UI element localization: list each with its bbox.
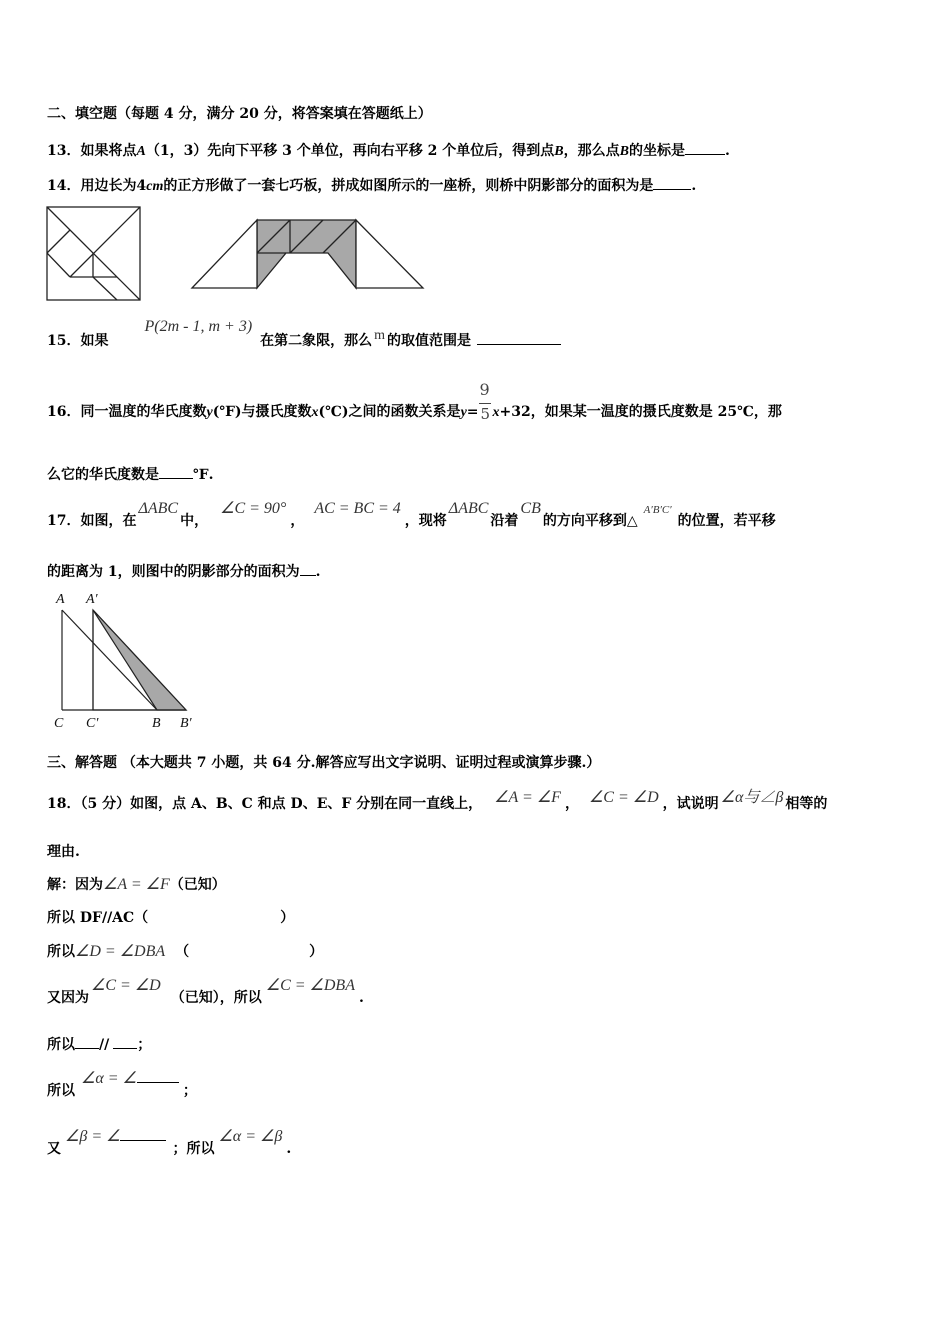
q17-text: 沿着 <box>490 513 519 529</box>
q13-text: 如果将点 <box>80 143 137 159</box>
q17-label-b-prime: B′ <box>180 716 192 731</box>
q18-step1-math: ∠A = ∠F <box>103 876 170 893</box>
q13-answer-blank[interactable] <box>685 154 725 155</box>
q16-text: 同一温度的华氏度数 <box>80 404 207 420</box>
q18-text: ； <box>137 1037 152 1053</box>
q13-point-a: A <box>136 144 146 159</box>
q17-triangle: ΔABC <box>448 500 489 517</box>
q14-text: 的正方形做了一套七巧板，拼成如图所示的一座桥，则桥中阴影部分的面积为是 <box>163 178 654 194</box>
q18-text: 又因为 <box>47 990 89 1006</box>
q18-text: 所以 <box>47 944 75 960</box>
q18-step-5 <box>47 1034 151 1054</box>
q18-text: 所以 DF//AC（ <box>47 910 149 926</box>
q15-text: 如果 <box>80 333 109 349</box>
q18-text: . <box>358 990 364 1006</box>
q18-step7-blank[interactable] <box>120 1140 166 1141</box>
q18-number: 18． <box>47 796 81 812</box>
q14-unit: cm <box>146 179 164 194</box>
q13-text: 的坐标是 <box>628 143 685 159</box>
q16-equals: = <box>466 404 479 420</box>
q17-number: 17． <box>47 513 81 529</box>
q17-sides: AC = BC = 4 <box>314 500 401 517</box>
q17-label-a: A <box>56 592 65 607</box>
q17-label-c-prime: C′ <box>86 716 99 731</box>
q15-number: 15． <box>47 333 81 349</box>
q17-text: 的距离为 1，则图中的阴影部分的面积为 <box>47 564 300 580</box>
q17-direction: CB <box>520 500 541 517</box>
q17-label-c: C <box>54 716 64 731</box>
q18-text: 所以 <box>47 1037 75 1053</box>
q16-text: 么它的华氏度数是 <box>47 467 159 483</box>
question-13 <box>47 140 730 160</box>
q17-text: ， <box>290 513 305 529</box>
question-17-cont <box>47 561 321 581</box>
q18-step-6 <box>47 1070 197 1100</box>
q17-triangle: ΔABC <box>138 500 179 517</box>
q16-denominator: 5 <box>480 405 491 423</box>
q16-numerator: 9 <box>479 380 490 399</box>
q18-step4-math-2: ∠C = ∠DBA <box>265 977 355 994</box>
q18-step5-blank-2[interactable] <box>113 1048 137 1049</box>
q16-answer-blank[interactable] <box>159 478 193 479</box>
q18-text: 又 <box>47 1141 61 1157</box>
q18-text: ，试说明 <box>662 796 719 812</box>
q13-point-b: B <box>619 144 629 159</box>
q13-text: ，那么点 <box>563 143 620 159</box>
question-14 <box>47 175 696 195</box>
q17-text: 的位置，若平移 <box>677 513 776 529</box>
q14-length: 4 <box>136 178 147 194</box>
q14-number: 14． <box>47 178 81 194</box>
q13-number: 13． <box>47 143 81 159</box>
q17-text: . <box>315 564 321 580</box>
question-17 <box>47 500 776 530</box>
q17-text: 如图，在 <box>80 513 137 529</box>
q18-target: ∠α与∠β <box>720 789 784 806</box>
q18-text: （已知） <box>169 877 226 893</box>
q18-condition-1: ∠A = ∠F <box>494 789 561 806</box>
question-16 <box>47 380 782 423</box>
question-15 <box>47 318 561 350</box>
q18-text: // <box>99 1037 110 1053</box>
q17-angle: ∠C = 90° <box>220 500 287 517</box>
q18-text: 相等的 <box>785 796 828 812</box>
q18-step7-math: ∠β = ∠ <box>65 1128 121 1145</box>
q15-text: 在第二象限，那么 <box>260 333 373 349</box>
question-16-cont <box>47 464 213 484</box>
q18-step6-math: ∠α = ∠ <box>81 1070 137 1087</box>
q18-step4-math: ∠C = ∠D <box>91 977 161 994</box>
q16-var-y: y <box>206 405 213 420</box>
q18-step-4 <box>47 977 364 1007</box>
q13-text: . <box>724 143 730 159</box>
q18-text: ） <box>309 944 324 960</box>
q18-condition-2: ∠C = ∠D <box>588 789 659 806</box>
q14-text: 用边长为 <box>80 178 137 194</box>
q18-step3-math: ∠D = ∠DBA <box>75 943 166 960</box>
q14-text: . <box>691 178 697 194</box>
q16-text: (℉)与摄氏度数 <box>212 404 312 420</box>
q18-step-3 <box>47 941 323 961</box>
q18-text: ） <box>280 910 295 926</box>
q16-number: 16． <box>47 404 81 420</box>
q17-text: 中， <box>180 513 209 529</box>
q13-text: （1，3）先向下平移 3 个单位，再向右平移 2 个单位后，得到点 <box>145 143 555 159</box>
section-2-title: 二、填空题（每题 4 分，满分 20 分，将答案填在答题纸上） <box>47 106 432 122</box>
q18-step7-math-2: ∠α = ∠β <box>218 1128 283 1145</box>
q17-text: ，现将 <box>404 513 447 529</box>
tangram-square-figure <box>46 206 142 302</box>
q16-var-y: y <box>460 405 467 420</box>
q16-text: (℃)之间的函数关系是 <box>318 404 461 420</box>
q16-var-x: x <box>492 405 500 420</box>
q18-text: （ <box>175 944 190 960</box>
q18-text: ；所以 <box>172 1141 215 1157</box>
q18-text: ， <box>564 796 579 812</box>
q18-text: 解：因为 <box>47 877 103 893</box>
question-18 <box>47 790 827 813</box>
q14-answer-blank[interactable] <box>653 189 691 190</box>
q17-label-b: B <box>152 716 161 731</box>
q15-answer-blank[interactable] <box>477 344 561 345</box>
q15-text: 的取值范围是 <box>387 333 472 349</box>
q18-text: 所以 <box>47 1083 75 1099</box>
q18-step6-blank[interactable] <box>137 1082 179 1083</box>
q16-text: +32，如果某一温度的摄氏度数是 25℃，那 <box>499 404 782 420</box>
q13-point-b: B <box>554 144 564 159</box>
q18-step-7 <box>47 1128 292 1158</box>
q17-label-a-prime: A′ <box>86 592 98 607</box>
q16-text: ℉. <box>193 467 214 483</box>
q17-triangle-prime: A′B′C′ <box>643 504 672 516</box>
q17-answer-blank[interactable] <box>300 575 316 576</box>
q16-var-x: x <box>311 405 319 420</box>
q15-variable: m <box>374 328 386 343</box>
q18-step5-blank-1[interactable] <box>75 1048 99 1049</box>
section-3-title: 三、解答题 （本大题共 7 小题，共 64 分.解答应写出文字说明、证明过程或演算步骤.） <box>47 755 601 771</box>
q18-text: ； <box>182 1083 197 1099</box>
q17-text: 的方向平移到△ <box>542 513 638 529</box>
q18-text: . <box>286 1141 292 1157</box>
tangram-bridge-figure <box>190 216 426 292</box>
q17-triangle-figure <box>50 588 210 732</box>
q18-step-2 <box>47 907 294 927</box>
q15-point-expression: P(2m - 1, m + 3) <box>144 318 253 335</box>
q18-step-1 <box>47 874 226 894</box>
q18-text: （5 分）如图，点 A、B、C 和点 D、E、F 分别在同一直线上， <box>80 796 483 812</box>
q18-text: （已知），所以 <box>170 990 262 1006</box>
q18-reason-line: 理由. <box>47 844 80 860</box>
